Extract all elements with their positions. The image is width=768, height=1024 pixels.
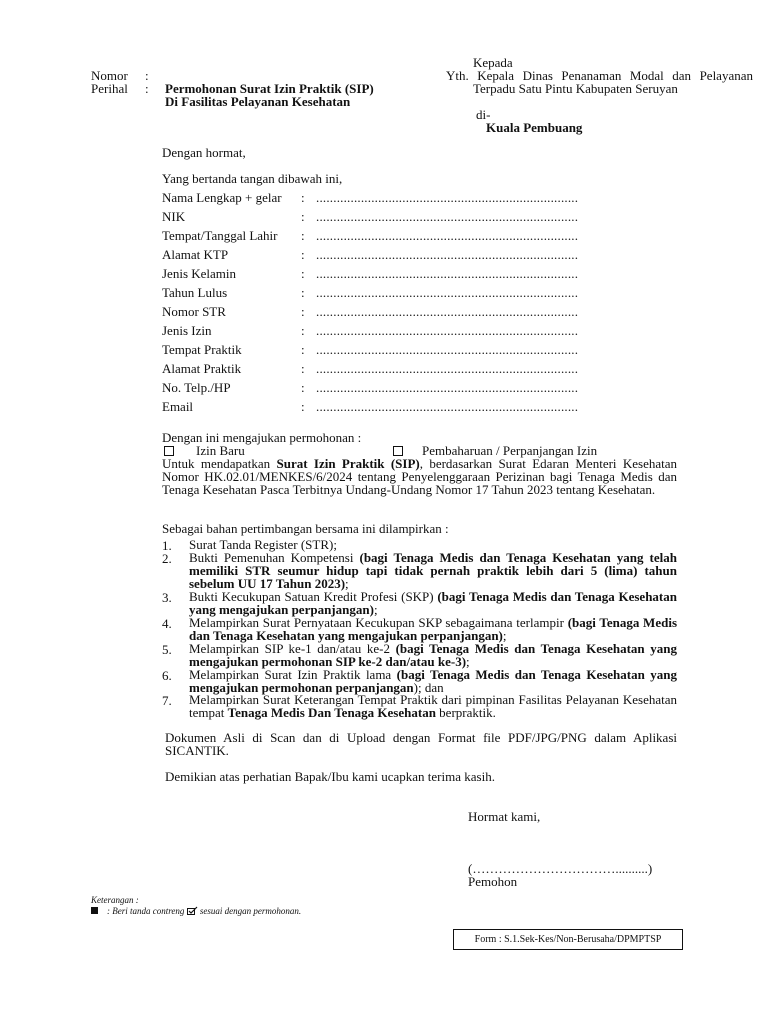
list-text: [189, 590, 677, 616]
kepada: Kepada: [473, 55, 513, 70]
nomor-label: Nomor: [91, 68, 128, 83]
footnote-text: [107, 905, 301, 918]
recipient-place: Kuala Pembuang: [486, 120, 583, 135]
recipient-di: di-: [476, 107, 491, 122]
list-text-c: berpraktik.: [435, 705, 496, 720]
list-text-a: Surat Tanda Register (STR);: [189, 537, 337, 552]
perpanjangan-label: Pembaharuan / Perpanjangan Izin: [422, 443, 598, 458]
list-text-c: ;: [373, 602, 378, 617]
field-label: Tempat Praktik: [162, 342, 242, 357]
footnote-text-a: : Beri tanda contreng: [107, 906, 187, 916]
field-colon: :: [301, 361, 305, 376]
list-text-a: Bukti Kecukupan Satuan Kredit Profesi (SKP): [189, 589, 438, 604]
recipient-line-2: Terpadu Satu Pintu Kabupaten Seruyan: [473, 81, 678, 96]
field-colon: :: [301, 228, 305, 243]
signature-role: Pemohon: [468, 874, 518, 889]
field-label: Email: [162, 399, 194, 414]
field-label: Jenis Kelamin: [162, 266, 237, 281]
field-value[interactable]: ............................................................................: [316, 323, 579, 338]
list-text-b: (bagi Tenaga Medis dan Tenaga Kesehatan yang mengajukan permohonan perpanjangan: [189, 667, 677, 695]
list-text-b: (bagi Tenaga Medis dan Tenaga Kesehatan yang mengajukan perpanjangan): [189, 615, 678, 643]
izin-baru-checkbox[interactable]: [164, 446, 174, 456]
field-colon: :: [301, 323, 305, 338]
list-text-c: ;: [466, 654, 470, 669]
list-text-a: Melampirkan Surat Izin Praktik lama: [189, 667, 397, 682]
list-text-a: Melampirkan Surat Keterangan Tempat Praktik dari pimpinan Fasilitas Pelayanan Kesehatan tempat: [189, 692, 677, 720]
perihal-line-1: Permohonan Surat Izin Praktik (SIP): [165, 81, 374, 96]
list-number: 5.: [162, 642, 172, 657]
list-number: 1.: [162, 538, 172, 553]
greeting: Dengan hormat,: [162, 145, 246, 160]
izin-baru-label: Izin Baru: [196, 443, 245, 458]
field-value[interactable]: ............................................................................: [316, 380, 579, 395]
list-number: 7.: [162, 693, 172, 708]
form-code-box: Form : S.1.Sek-Kes/Non-Berusaha/DPMPTSP: [453, 929, 683, 950]
list-number: 6.: [162, 668, 172, 683]
recipient-line-1: Yth. Kepala Dinas Penanaman Modal dan Pelayanan: [446, 68, 753, 83]
request-paragraph: [162, 457, 677, 496]
field-row: [162, 323, 592, 338]
list-number: 2.: [162, 551, 172, 566]
list-text-b: (bagi Tenaga Medis dan Tenaga Kesehatan yang telah memiliki STR seumur hidup tapi tidak pernah praktik lebih dari 5 (lima) tahun sebelum UU 17 Tahun 2023): [189, 550, 678, 591]
request-text-a: Untuk mendapatkan: [162, 456, 277, 471]
list-text-b: Tenaga Medis Dan Tenaga Kesehatan: [227, 705, 436, 720]
intro-text: Yang bertanda tangan dibawah ini,: [162, 171, 343, 186]
field-colon: :: [301, 190, 305, 205]
signature-salutation: Hormat kami,: [468, 809, 541, 824]
request-text-c: , berdasarkan Surat Edaran Menteri Kesehatan Nomor HK.02.01/MENKES/6/2024 tentang Penyelenggaraan Perizinan bagi Tenaga Medis dan Tenaga Kesehatan Pasca Terbitnya Undang-Undang Nomor 17 Tahun 2023 tentang Kesehatan.: [162, 456, 678, 497]
field-row: [162, 285, 592, 300]
field-row: [162, 380, 592, 395]
field-colon: :: [301, 247, 305, 262]
field-label: No. Telp./HP: [162, 380, 231, 395]
field-label: Tempat/Tanggal Lahir: [162, 228, 278, 243]
perpanjangan-checkbox[interactable]: [393, 446, 403, 456]
list-text-b: (bagi Tenaga Medis dan Tenaga Kesehatan yang mengajukan perpanjangan): [189, 589, 677, 617]
nomor-colon: :: [145, 68, 149, 83]
field-value[interactable]: ............................................................................: [316, 190, 579, 205]
perihal-label: Perihal: [91, 81, 128, 96]
upload-note: Dokumen Asli di Scan dan di Upload dengan Format file PDF/JPG/PNG dalam Aplikasi SICANTIK.: [165, 730, 677, 758]
signature-blank[interactable]: (……………………………..........): [468, 861, 653, 876]
field-value[interactable]: ............................................................................: [316, 304, 579, 319]
field-colon: :: [301, 304, 305, 319]
field-colon: :: [301, 342, 305, 357]
perihal-line-2: Di Fasilitas Pelayanan Kesehatan: [165, 94, 351, 109]
field-row: [162, 209, 592, 224]
field-row: [162, 304, 592, 319]
list-text-a: Bukti Pemenuhan Kompetensi: [189, 550, 360, 565]
field-colon: :: [301, 209, 305, 224]
field-value[interactable]: ............................................................................: [316, 209, 579, 224]
field-label: NIK: [162, 209, 186, 224]
field-colon: :: [301, 266, 305, 281]
field-value[interactable]: ............................................................................: [316, 361, 579, 376]
field-row: [162, 228, 592, 243]
field-row: [162, 247, 592, 262]
field-label: Tahun Lulus: [162, 285, 228, 300]
field-row: [162, 361, 592, 376]
list-text-a: Melampirkan Surat Pernyataan Kecukupan SKP sebagaimana terlampir: [189, 615, 568, 630]
field-label: Jenis Izin: [162, 323, 212, 338]
footnote-title: Keterangan :: [91, 895, 139, 905]
checkmark-box-icon: [187, 906, 198, 918]
request-lead: Dengan ini mengajukan permohonan :: [162, 430, 362, 445]
field-value[interactable]: ............................................................................: [316, 399, 579, 414]
field-colon: :: [301, 399, 305, 414]
list-text-a: Melampirkan SIP ke-1 dan/atau ke-2: [189, 641, 396, 656]
list-text: [189, 551, 677, 590]
field-value[interactable]: ............................................................................: [316, 342, 579, 357]
request-text-b: Surat Izin Praktik (SIP): [276, 456, 420, 471]
field-label: Alamat Praktik: [162, 361, 242, 376]
field-row: [162, 399, 592, 414]
field-row: [162, 266, 592, 281]
closing-text: Demikian atas perhatian Bapak/Ibu kami ucapkan terima kasih.: [165, 769, 495, 784]
field-value[interactable]: ............................................................................: [316, 228, 579, 243]
list-text: [189, 642, 677, 668]
field-label: Nomor STR: [162, 304, 226, 319]
field-colon: :: [301, 380, 305, 395]
field-label: Nama Lengkap + gelar: [162, 190, 282, 205]
field-row: [162, 190, 592, 205]
attachments-lead: Sebagai bahan pertimbangan bersama ini dilampirkan :: [162, 521, 449, 536]
list-text-c: ;: [345, 576, 349, 591]
field-value[interactable]: ............................................................................: [316, 285, 579, 300]
perihal-colon: :: [145, 81, 149, 96]
list-text: [189, 693, 677, 719]
list-number: 4.: [162, 616, 172, 631]
field-label: Alamat KTP: [162, 247, 229, 262]
list-text-c: ;: [502, 628, 507, 643]
filled-square-icon: [91, 907, 98, 914]
list-text: [189, 616, 677, 642]
list-text-b: (bagi Tenaga Medis dan Tenaga Kesehatan yang mengajukan permohonan SIP ke-2 dan/atau ke-3): [189, 641, 677, 669]
field-value[interactable]: ............................................................................: [316, 266, 579, 281]
list-text-c: ); dan: [413, 680, 444, 695]
list-text: [189, 668, 677, 694]
footnote-text-b: sesuai dengan permohonan.: [197, 906, 302, 916]
field-row: [162, 342, 592, 357]
field-value[interactable]: ............................................................................: [316, 247, 579, 262]
list-number: 3.: [162, 590, 172, 605]
field-colon: :: [301, 285, 305, 300]
